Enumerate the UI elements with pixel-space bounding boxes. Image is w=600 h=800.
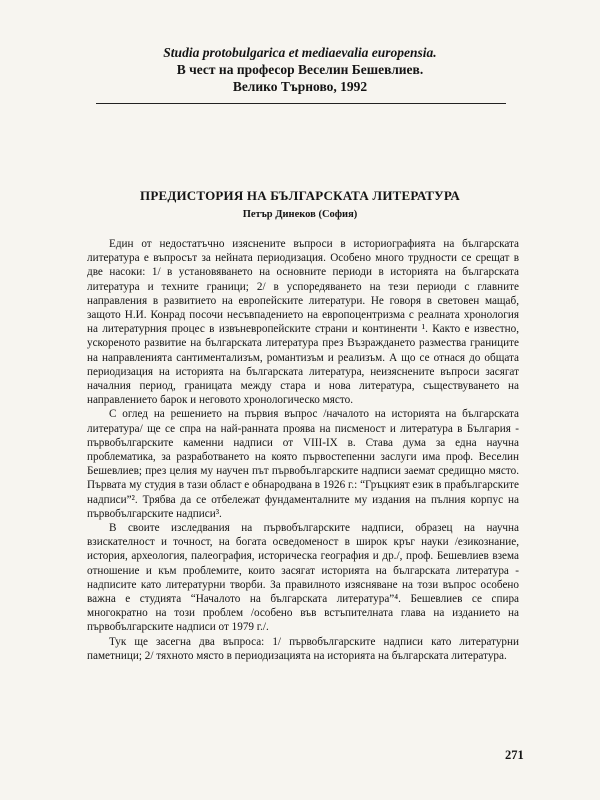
paragraph: С оглед на решението на първия въпрос /началото на историята на българската литература/ ще се спра на най-ранната проява на писменост и литература в България - първобългарските каменни надписи от VIII-IX в. Става дума за една научна проблематика, за разработването на която първостепенни заслуги има проф. Веселин Бешевлиев; през целия му научен път първобългарските надписи заемат средищно място. Първата му студия в тази област е обнародвана в 1926 г.: “Гръцкият език в прабългарските надписи”². Трябва да се отбележат фундаменталните му издания на пълния корпус на първобългарските надписи³. [87,408,519,520]
paragraph: В своите изследвания на първобългарските надписи, образец на научна взискателност и точност, на богата осведоменост в широк кръг науки /езикознание, история, археология, палеография, историческа география и др./, проф. Бешевлиев взема отношение и към проблемите, които засягат историята на българската литература - надписите като литературни творби. За правилното изясняване на този въпрос особено важна е студията “Началото на българската литература”⁴. Бешевлиев се спира многократно на този проблем /особено във встъпителната глава на изданието на първобългарските надписи от 1979 г./. [87,522,519,634]
dedication-line: В чест на професор Веселин Бешевлиев. [176,62,424,77]
article-body [87,237,519,663]
paragraph: Един от недостатъчно изяснените въпроси в историографията на българската литература е въпросът за нейната периодизация. Особено много трудности се срещат в две насоки: 1/ в установяването на основните периоди в историята на българската литература и техните граници; 2/ в успоредяването на тези периоди с главните направления в развитието на европейските литератури. Не говоря в световен мащаб, защото Н.И. Конрад посочи несъвпадението на европоцентризма с реалната хронология на литературния процес в извъневропейските страни и континенти ¹. Както е известно, ускореното развитие на българската литература през Възраждането размества границите на направленията сантиментализъм, романтизъм и реализъм. А що се отнася до общата периодизация на историята на българската литература, неизяснените въпроси засягат началния период, границата между стара и нова литература, съществуването на направлението барок и неговото хронологическо място. [87,238,519,407]
paragraph: Тук ще засегна два въпроса: 1/ първобългарските надписи като литературни паметници; 2/ тяхното място в периодизацията на историята на българската литература. [87,635,519,662]
article-title: ПРЕДИСТОРИЯ НА БЪЛГАРСКАТА ЛИТЕРАТУРА [140,188,460,203]
place-year: Велико Търново, 1992 [232,79,368,94]
publication-header [100,44,500,95]
series-title: Studia protobulgarica et mediaevalia europensia. [163,45,437,60]
header-rule [96,103,506,104]
page-number: 271 [505,748,524,762]
article-author: Петър Динеков (София) [242,209,358,220]
